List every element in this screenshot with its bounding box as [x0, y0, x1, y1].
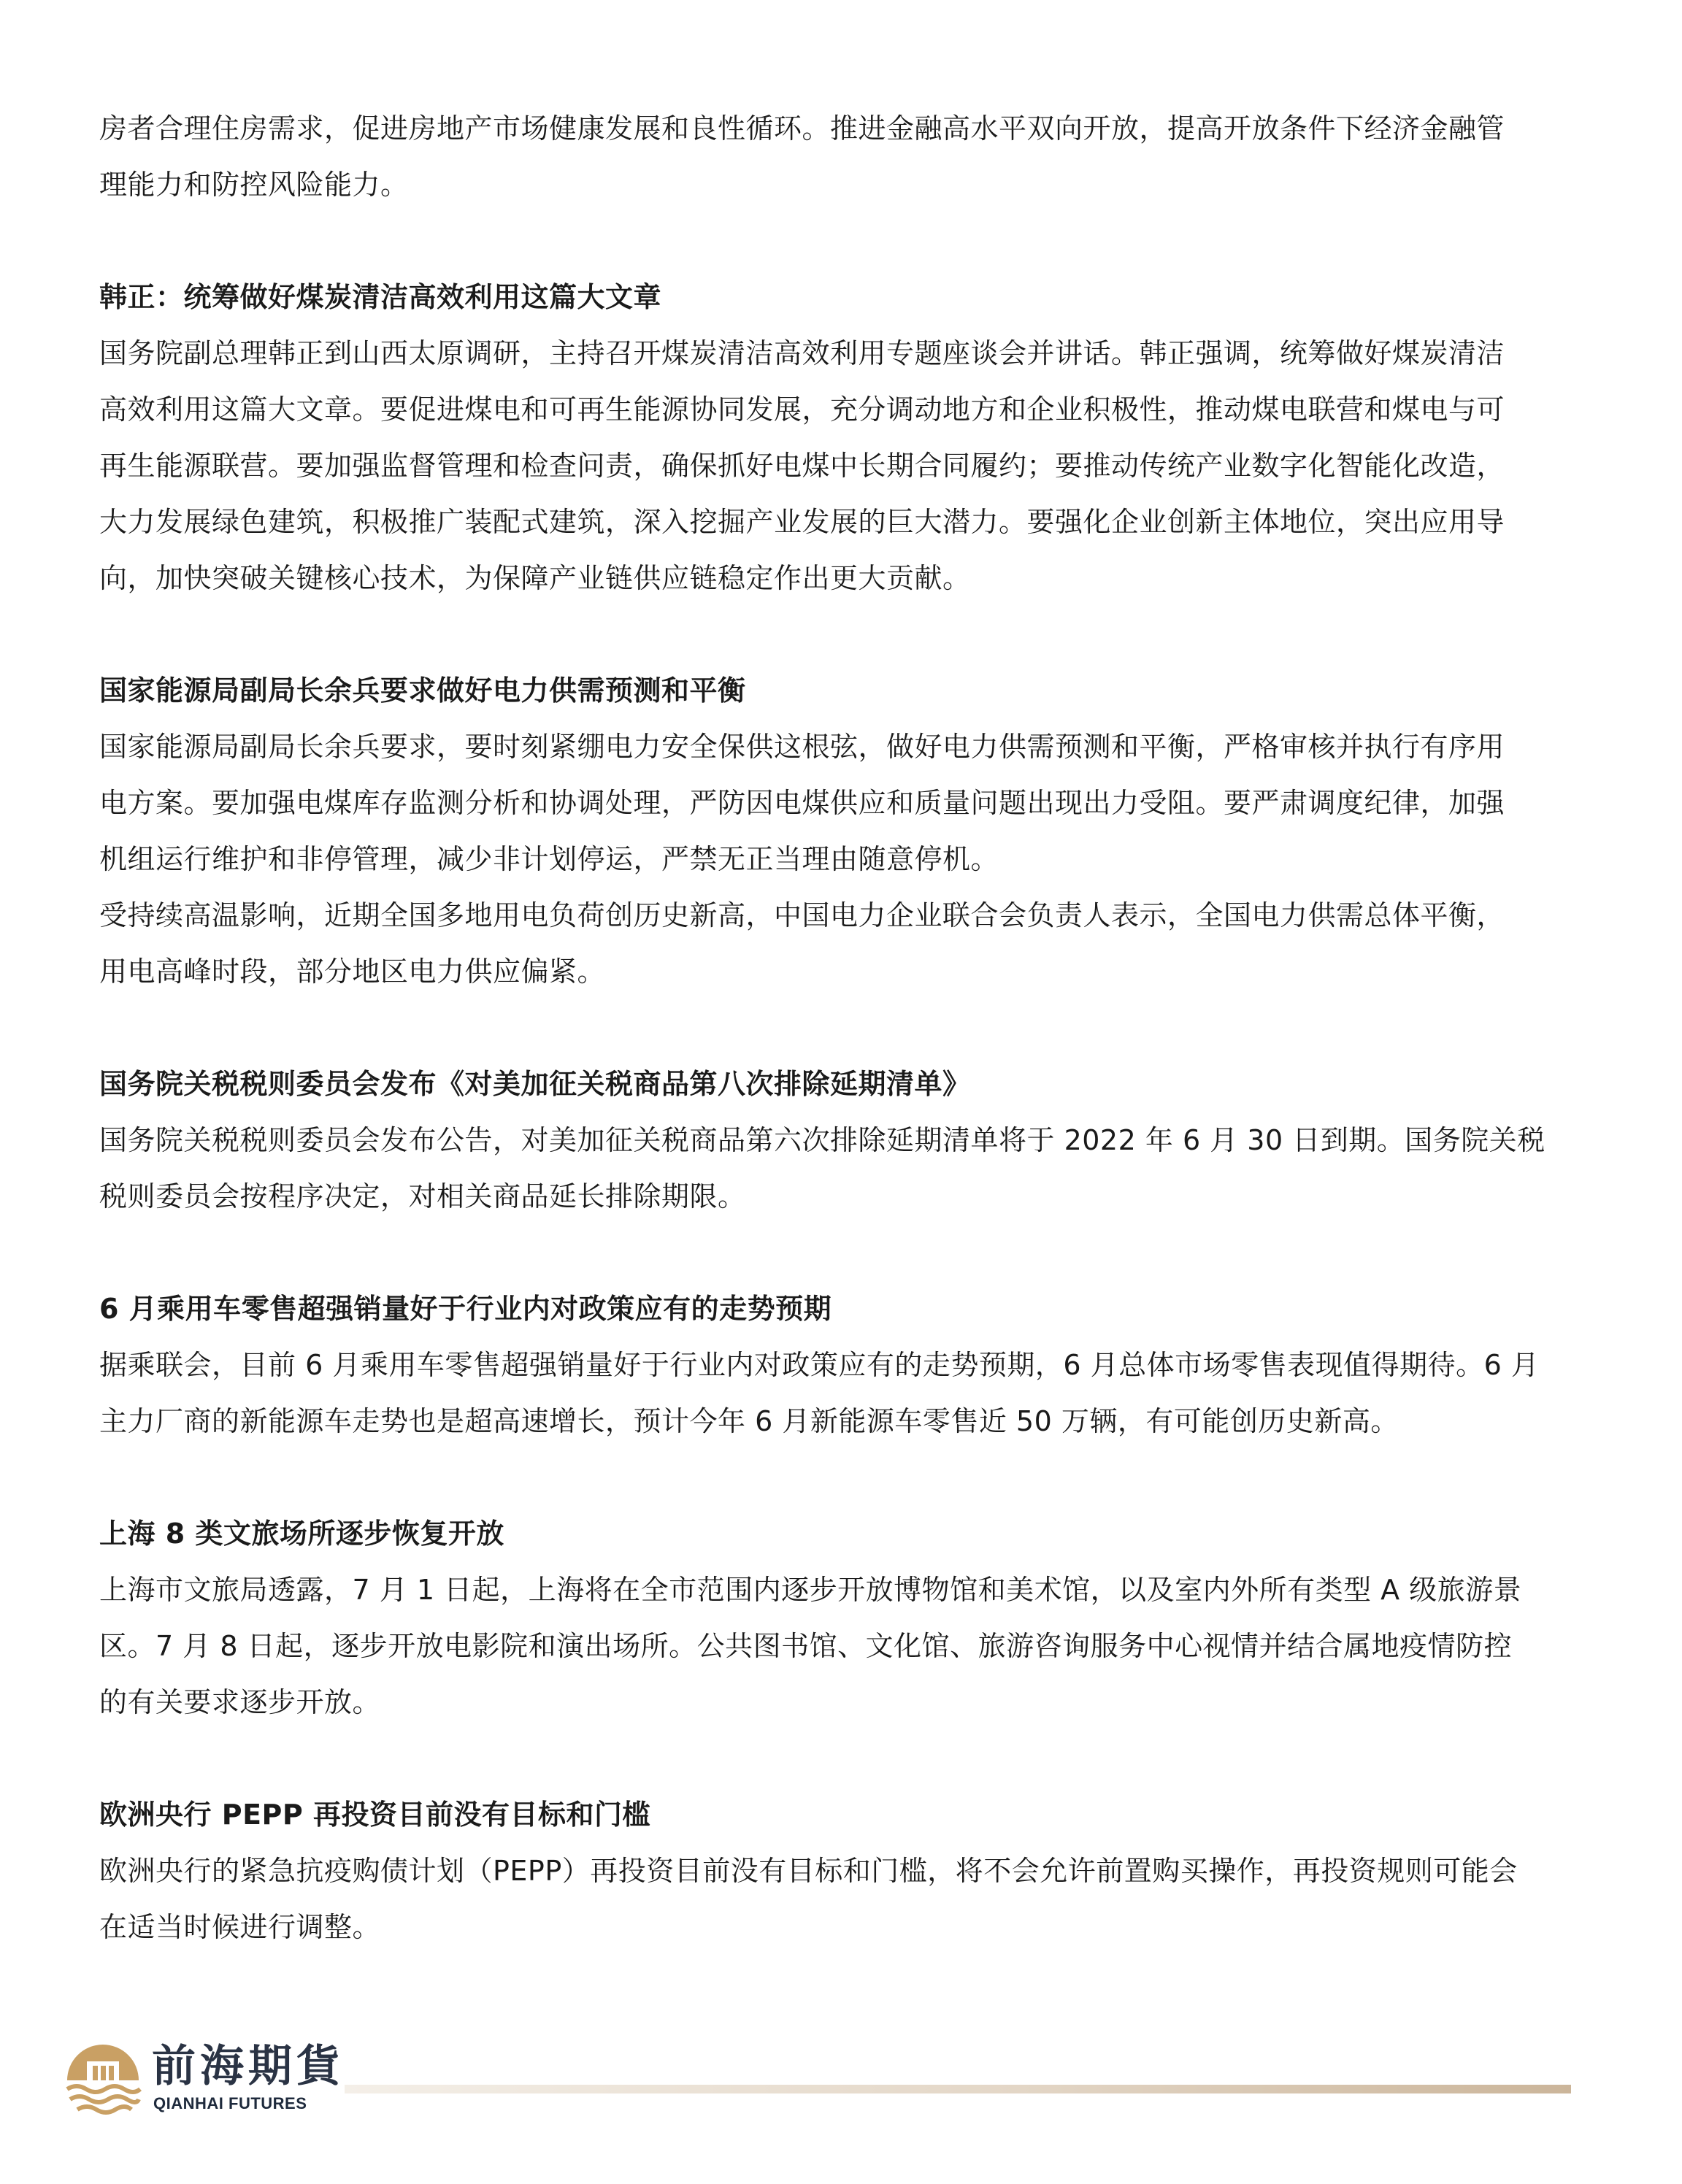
text-line: 税则委员会按程序决定，对相关商品延长排除期限。 [99, 1180, 746, 1212]
news-section-car-sales [99, 1281, 1559, 1450]
text-line: 上海市文旅局透露，7 月 1 日起，上海将在全市范围内逐步开放博物馆和美术馆，以及室内外所有类型 A 级旅游景 [99, 1574, 1522, 1606]
news-section-han-zheng [99, 269, 1559, 607]
text-line: 房者合理住房需求，促进房地产市场健康发展和良性循环。推进金融高水平双向开放，提高开放条件下经济金融管 [99, 112, 1505, 145]
text-line: 再生能源联营。要加强监督管理和检查问责，确保抓好电煤中长期合同履约；要推动传统产业数字化智能化改造， [99, 450, 1505, 482]
text-line: 在适当时候进行调整。 [99, 1911, 381, 1943]
news-section-shanghai-venues [99, 1506, 1559, 1731]
text-line: 欧洲央行的紧急抗疫购债计划（PEPP）再投资目前没有目标和门槛，将不会允许前置购买操作，再投资规则可能会 [99, 1855, 1518, 1887]
intro-paragraph [99, 101, 1559, 213]
news-section-energy-bureau [99, 663, 1559, 1000]
text-line: 国家能源局副局长余兵要求，要时刻紧绷电力安全保供这根弦，做好电力供需预测和平衡，严格审核并执行有序用 [99, 731, 1505, 763]
text-line: 国务院副总理韩正到山西太原调研，主持召开煤炭清洁高效利用专题座谈会并讲话。韩正强调，统筹做好煤炭清洁 [99, 337, 1505, 369]
text-line: 区。7 月 8 日起，逐步开放电影院和演出场所。公共图书馆、文化馆、旅游咨询服务中心视情并结合属地疫情防控 [99, 1630, 1513, 1662]
page-footer [0, 2037, 1682, 2124]
news-section-tariff [99, 1056, 1559, 1225]
section-title: 国家能源局副局长余兵要求做好电力供需预测和平衡 [99, 674, 746, 707]
text-line: 大力发展绿色建筑，积极推广装配式建筑，深入挖掘产业发展的巨大潜力。要强化企业创新主体地位，突出应用导 [99, 506, 1505, 538]
logo-chinese-name: 前海期貨 [152, 2041, 345, 2092]
footer-divider-bar [345, 2085, 1571, 2093]
section-title: 上海 8 类文旅场所逐步恢复开放 [99, 1518, 504, 1550]
logo-english-name: QIANHAI FUTURES [153, 2094, 307, 2112]
text-line: 受持续高温影响，近期全国多地用电负荷创历史新高，中国电力企业联合会负责人表示，全国电力供需总体平衡， [99, 899, 1505, 931]
document-body [99, 101, 1559, 1956]
text-line: 主力厂商的新能源车走势也是超高速增长，预计今年 6 月新能源车零售近 50 万辆，有可能创历史新高。 [99, 1405, 1399, 1437]
section-title: 欧洲央行 PEPP 再投资目前没有目标和门槛 [99, 1799, 650, 1831]
text-line: 国务院关税税则委员会发布公告，对美加征关税商品第六次排除延期清单将于 2022 年 6 月 30 日到期。国务院关税 [99, 1124, 1545, 1156]
text-line: 据乘联会，目前 6 月乘用车零售超强销量好于行业内对政策应有的走势预期，6 月总体市场零售表现值得期待。6 月 [99, 1349, 1540, 1381]
qianhai-logo-icon [63, 2039, 143, 2120]
text-line: 高效利用这篇大文章。要促进煤电和可再生能源协同发展，充分调动地方和企业积极性，推动煤电联营和煤电与可 [99, 393, 1505, 426]
text-line: 向，加快突破关键核心技术，为保障产业链供应链稳定作出更大贡献。 [99, 562, 971, 594]
text-line: 用电高峰时段，部分地区电力供应偏紧。 [99, 956, 606, 988]
news-section-ecb-pepp [99, 1787, 1559, 1956]
section-title: 国务院关税税则委员会发布《对美加征关税商品第八次排除延期清单》 [99, 1068, 971, 1100]
text-line: 理能力和防控风险能力。 [99, 169, 409, 201]
text-line: 的有关要求逐步开放。 [99, 1686, 381, 1718]
text-line: 机组运行维护和非停管理，减少非计划停运，严禁无正当理由随意停机。 [99, 843, 999, 875]
section-title: 韩正：统筹做好煤炭清洁高效利用这篇大文章 [99, 281, 662, 313]
text-line: 电方案。要加强电煤库存监测分析和协调处理，严防因电煤供应和质量问题出现出力受阻。要严肃调度纪律，加强 [99, 787, 1505, 819]
section-title: 6 月乘用车零售超强销量好于行业内对政策应有的走势预期 [99, 1293, 832, 1325]
